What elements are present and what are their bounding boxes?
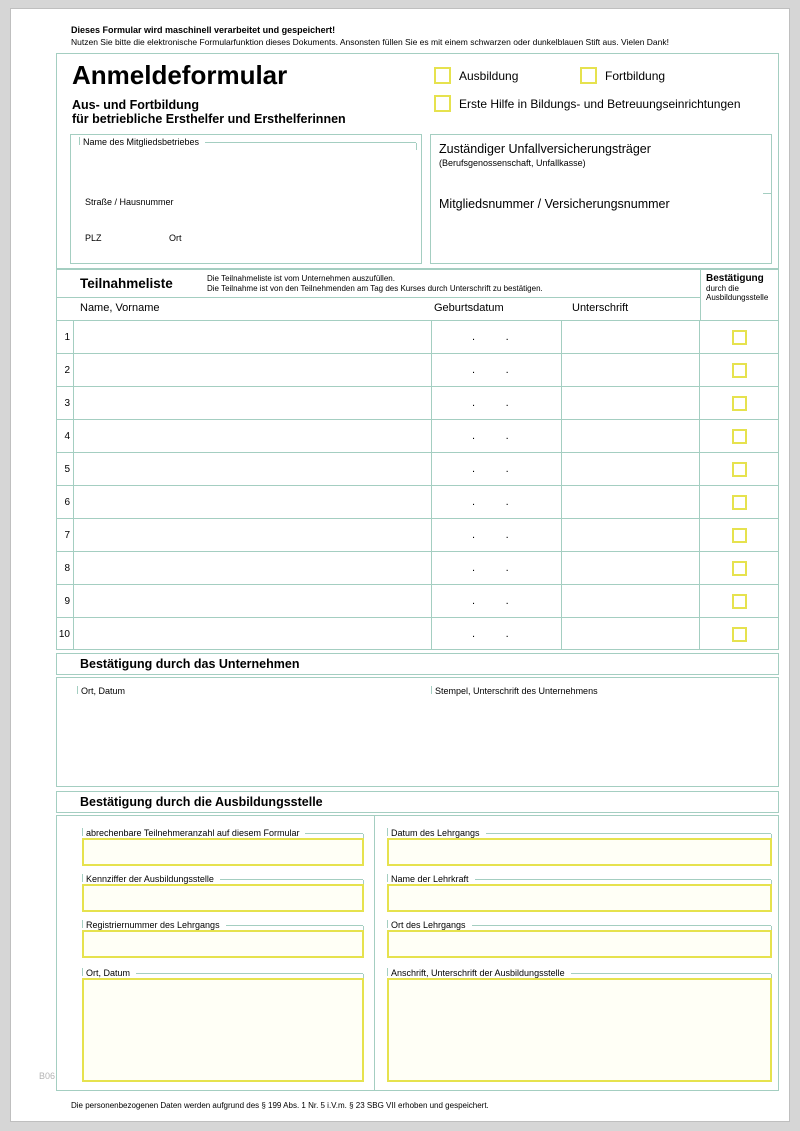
name-cell[interactable] [74,420,432,452]
confirmation-cell [700,354,778,386]
site-code-input[interactable] [82,884,364,912]
confirmation-checkbox[interactable] [732,363,747,378]
place-date-input[interactable] [82,978,364,1082]
ort-datum-label: Ort, Datum [81,686,126,696]
row-number: 4 [57,420,74,452]
birthdate-cell[interactable] [432,420,562,452]
confirmation-checkbox[interactable] [732,594,747,609]
row-number: 1 [57,321,74,353]
signature-cell[interactable] [562,585,700,617]
confirmation-checkbox[interactable] [732,462,747,477]
table-row [57,551,778,584]
fortbildung-label: Fortbildung [605,68,666,83]
field-line [571,968,771,974]
column-header-birthdate: Geburtsdatum [434,302,504,314]
confirmation-cell [700,387,778,419]
insurer-title: Zuständiger Unfallversicherungsträger [439,142,651,156]
site-address-label: Anschrift, Unterschrift der Ausbildungsstelle [391,968,565,978]
confirmation-checkbox[interactable] [732,330,747,345]
privacy-footnote: Die personenbezogenen Daten werden aufgrund des § 199 Abs. 1 Nr. 5 i.V.m. § 23 SBG VII erhoben und gespeichert. [71,1101,489,1110]
table-row [57,452,778,485]
field-line [305,828,363,834]
participants-header [57,270,700,298]
company-confirmation-title: Bestätigung durch das Unternehmen [80,657,300,671]
date-separator: . . [472,463,509,475]
signature-cell[interactable] [562,519,700,551]
signature-cell[interactable] [562,486,700,518]
name-cell[interactable] [74,486,432,518]
birthdate-cell[interactable] [432,618,562,650]
name-cell[interactable] [74,552,432,584]
erste-hilfe-option [434,95,741,112]
course-date-input[interactable] [387,838,772,866]
table-row [57,320,778,353]
date-separator: . . [472,562,509,574]
signature-cell[interactable] [562,453,700,485]
form-subtitle-line1: Aus- und Fortbildung [72,98,200,112]
form-header-section [56,53,779,269]
erste-hilfe-checkbox[interactable] [434,95,451,112]
corner-tick [82,828,83,836]
registration-number-input[interactable] [82,930,364,958]
birthdate-cell[interactable] [432,585,562,617]
table-row [57,518,778,551]
corner-tick [82,920,83,928]
fortbildung-option [580,67,665,84]
fill-instruction-notice: Nutzen Sie bitte die elektronische Formularfunktion dieses Dokuments. Ansonsten füllen Sie es mit einem schwarzen oder dunkelblauen Stift aus. Vielen Dank! [71,37,670,47]
course-location-label: Ort des Lehrgangs [391,920,466,930]
corner-tick [82,968,83,976]
trainer-name-input[interactable] [387,884,772,912]
insurer-subtitle: (Berufsgenossenschaft, Unfallkasse) [439,158,586,168]
row-number: 9 [57,585,74,617]
name-cell[interactable] [74,387,432,419]
date-separator: . . [472,331,509,343]
confirmation-cell [700,453,778,485]
participant-count-input[interactable] [82,838,364,866]
stamp-signature-label: Stempel, Unterschrift des Unternehmens [435,686,598,696]
trainer-name-label: Name der Lehrkraft [391,874,469,884]
corner-tick [387,828,388,836]
table-row [57,617,778,650]
form-subtitle [72,98,346,126]
signature-cell[interactable] [562,354,700,386]
table-row [57,584,778,617]
fortbildung-checkbox[interactable] [580,67,597,84]
confirmation-header-line3: Ausbildungsstelle [706,293,769,302]
date-separator: . . [472,397,509,409]
field-line [220,874,363,880]
participants-title: Teilnahmeliste [80,276,173,291]
place-date-label: Ort, Datum [86,968,131,978]
field-line [226,920,363,926]
training-confirmation-header [56,791,779,813]
training-confirmation-area [56,815,779,1091]
birthdate-cell[interactable] [432,321,562,353]
birthdate-cell[interactable] [432,552,562,584]
corner-tick [387,968,388,976]
date-separator: . . [472,364,509,376]
company-name-label: Name des Mitgliedsbetriebes [83,137,200,147]
ort-label: Ort [169,233,182,243]
participants-table [56,269,779,650]
birthdate-cell[interactable] [432,519,562,551]
name-cell[interactable] [74,585,432,617]
corner-tick [387,874,388,882]
confirmation-checkbox[interactable] [732,396,747,411]
row-number: 8 [57,552,74,584]
corner-tick-end [416,143,417,150]
course-date-label: Datum des Lehrgangs [391,828,480,838]
stamp-signature-field [431,686,598,696]
name-cell[interactable] [74,618,432,650]
corner-tick [79,137,80,145]
row-number: 10 [57,618,74,650]
training-confirmation-title: Bestätigung durch die Ausbildungsstelle [80,795,323,809]
birthdate-cell[interactable] [432,354,562,386]
birthdate-cell[interactable] [432,387,562,419]
confirmation-checkbox[interactable] [732,495,747,510]
confirmation-cell [700,420,778,452]
row-number: 2 [57,354,74,386]
confirmation-cell [700,321,778,353]
company-confirmation-header [56,653,779,675]
plz-label: PLZ [85,233,102,243]
date-separator: . . [472,430,509,442]
name-cell[interactable] [74,321,432,353]
birthdate-cell[interactable] [432,486,562,518]
company-address-box[interactable] [70,134,422,264]
corner-tick [431,686,432,694]
form-title: Anmeldeformular [72,60,288,90]
ort-datum-field [77,686,125,696]
corner-tick [82,874,83,882]
signature-cell[interactable] [562,420,700,452]
date-separator: . . [472,529,509,541]
field-line [136,968,363,974]
participant-count-label: abrechenbare Teilnehmeranzahl auf diesem Formular [86,828,300,838]
corner-tick [387,920,388,928]
confirmation-checkbox[interactable] [732,561,747,576]
name-cell[interactable] [74,519,432,551]
ausbildung-option [434,67,518,84]
form-subtitle-line2: für betriebliche Ersthelfer und Ersthelferinnen [72,112,346,126]
erste-hilfe-label: Erste Hilfe in Bildungs- und Betreuungseinrichtungen [459,96,741,111]
confirmation-cell [700,585,778,617]
form-code: B06 [39,1071,56,1081]
name-cell[interactable] [74,453,432,485]
site-address-input[interactable] [387,978,772,1082]
ausbildung-checkbox[interactable] [434,67,451,84]
row-number: 7 [57,519,74,551]
participants-note2: Die Teilnahme ist von den Teilnehmenden am Tag des Kurses durch Unterschrift zu bestätigen. [207,284,543,293]
date-separator: . . [472,496,509,508]
confirmation-checkbox[interactable] [732,627,747,642]
confirmation-header-line2: durch die [706,284,739,293]
confirmation-cell [700,519,778,551]
membership-number-label: Mitgliedsnummer / Versicherungsnummer [439,197,670,211]
company-confirmation-area[interactable] [56,677,779,787]
field-line [205,137,416,143]
form-sheet [10,8,790,1122]
date-separator: . . [472,595,509,607]
signature-cell[interactable] [562,552,700,584]
registration-number-label: Registriernummer des Lehrgangs [86,920,220,930]
table-row [57,419,778,452]
row-number: 5 [57,453,74,485]
table-row [57,485,778,518]
site-code-label: Kennziffer der Ausbildungsstelle [86,874,214,884]
confirmation-column-header [700,270,780,320]
field-line [472,920,771,926]
field-line [486,828,771,834]
table-row [57,353,778,386]
top-notice [71,25,731,47]
date-separator: . . [472,628,509,640]
participants-note1: Die Teilnahmeliste ist vom Unternehmen auszufüllen. [207,274,395,283]
birthdate-cell[interactable] [432,453,562,485]
confirmation-checkbox[interactable] [732,429,747,444]
confirmation-cell [700,486,778,518]
ausbildung-label: Ausbildung [459,68,519,83]
signature-cell[interactable] [562,321,700,353]
confirmation-checkbox[interactable] [732,528,747,543]
confirmation-cell [700,552,778,584]
machine-processing-notice: Dieses Formular wird maschinell verarbeitet und gespeichert! [71,25,336,35]
participants-column-headers [57,298,700,320]
column-header-name: Name, Vorname [80,302,160,314]
signature-cell[interactable] [562,387,700,419]
divider-tick [763,193,771,194]
insurer-box[interactable] [430,134,772,264]
course-location-input[interactable] [387,930,772,958]
confirmation-header-line1: Bestätigung [706,273,764,284]
field-line [475,874,771,880]
row-number: 6 [57,486,74,518]
corner-tick [77,686,78,694]
table-row [57,386,778,419]
column-header-signature: Unterschrift [572,302,629,314]
confirmation-cell [700,618,778,650]
row-number: 3 [57,387,74,419]
participants-notes [207,274,543,294]
signature-cell[interactable] [562,618,700,650]
company-name-field-label [79,137,417,150]
name-cell[interactable] [74,354,432,386]
column-divider [374,816,375,1090]
street-label: Straße / Hausnummer [85,197,174,207]
